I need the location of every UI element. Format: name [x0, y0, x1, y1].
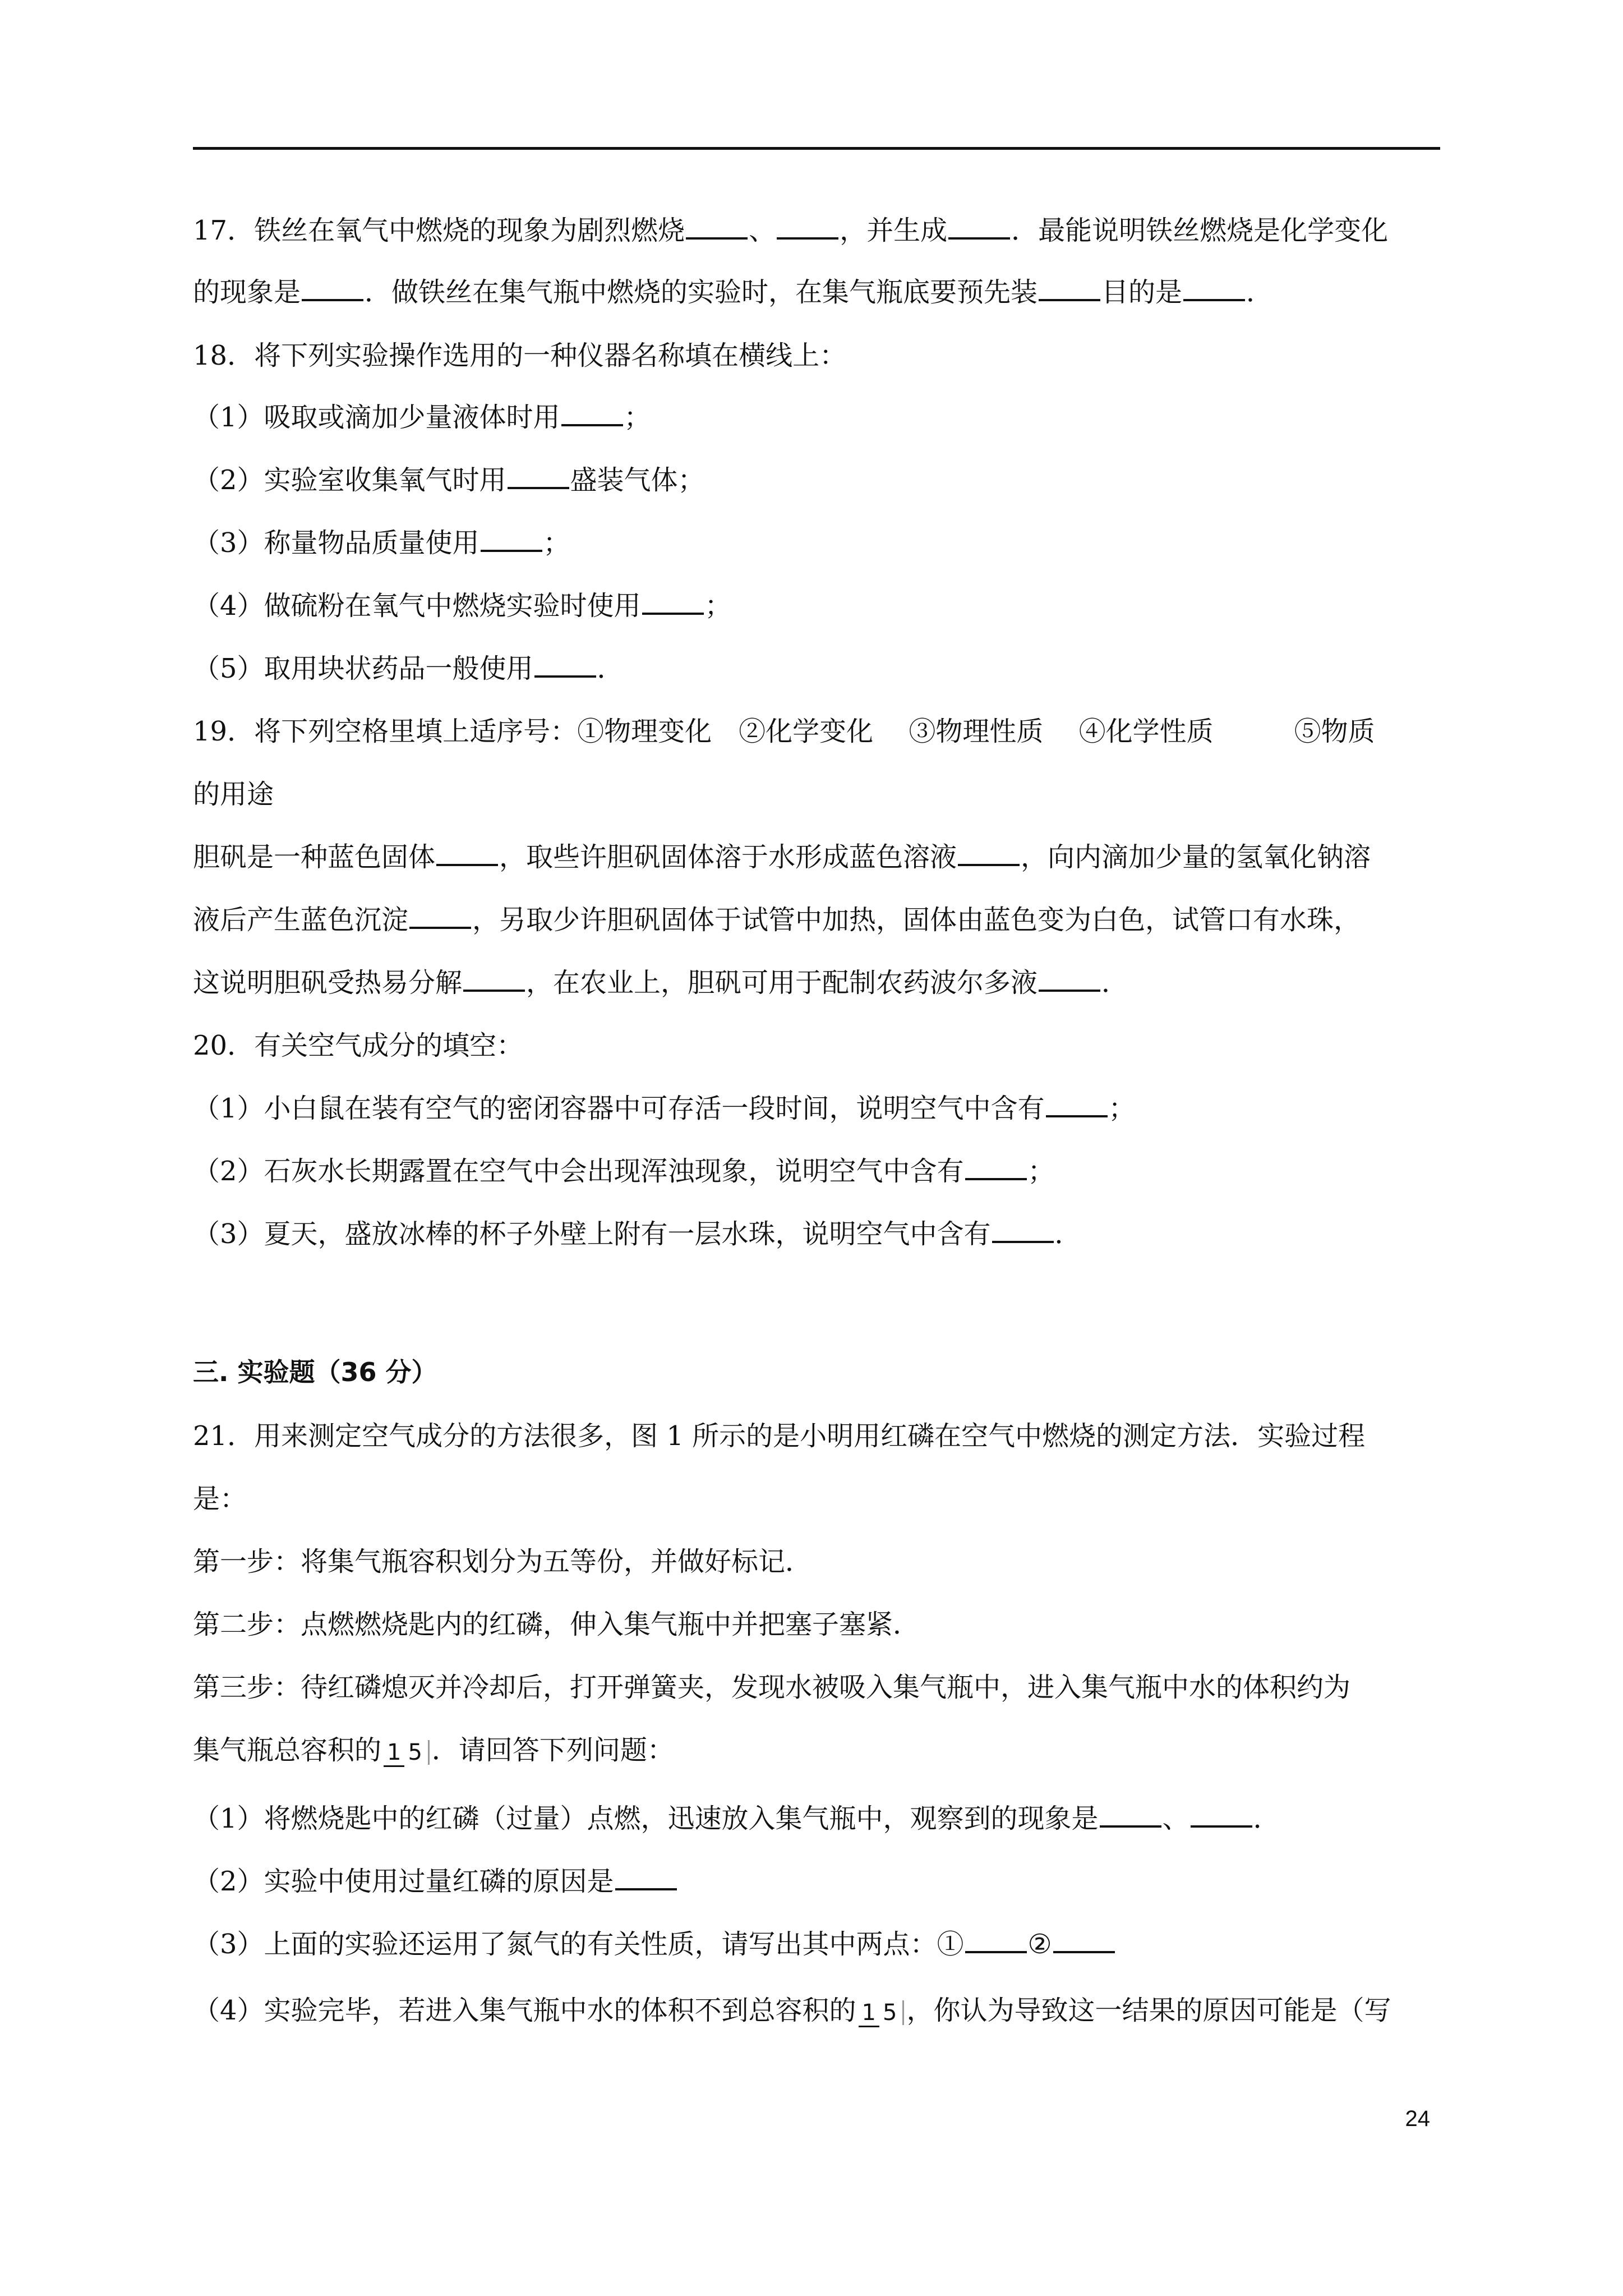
text: 的用途	[193, 779, 274, 810]
text: 目的是	[1101, 277, 1183, 308]
q21-step-3	[193, 1667, 1444, 1708]
q20-item-3	[193, 1214, 1444, 1254]
text: 第二步：点燃燃烧匙内的红磷，伸入集气瓶中并把塞子塞紧．	[193, 1609, 920, 1640]
text: ．	[1101, 967, 1129, 999]
text: ②	[1027, 1929, 1052, 1960]
q19-stem-1	[193, 711, 1444, 752]
text: 这说明胆矾受热易分解	[193, 967, 463, 999]
text: ；	[624, 402, 651, 433]
answer-blank[interactable]	[958, 838, 1020, 866]
fraction	[384, 1740, 430, 1765]
text: （1）吸取或滴加少量液体时用	[193, 402, 560, 433]
text: 第三步：待红磷熄灭并冷却后，打开弹簧夹，发现水被吸入集气瓶中，进入集气瓶中水的体积约为	[193, 1672, 1351, 1703]
answer-blank[interactable]	[1191, 1800, 1252, 1828]
q21-stem-2	[193, 1479, 1444, 1519]
answer-blank[interactable]	[965, 1925, 1027, 1953]
text: （2）石灰水长期露置在空气中会出现浑浊现象，说明空气中含有	[193, 1156, 964, 1187]
q19-para-2	[193, 900, 1444, 940]
fraction-denominator: 5	[408, 1739, 422, 1765]
fraction-denominator: 5	[883, 1999, 897, 2026]
text: （2）实验中使用过量红磷的原因是	[193, 1866, 614, 1897]
q20-stem	[193, 1025, 1444, 1066]
q21-sub-2	[193, 1861, 1444, 1902]
q18-item-3	[193, 523, 1444, 563]
text: 、	[749, 215, 776, 246]
answer-blank[interactable]	[1183, 273, 1245, 301]
text: ，在农业上，胆矾可用于配制农药波尔多液	[526, 967, 1038, 999]
answer-blank[interactable]	[409, 901, 471, 929]
q20-item-2	[193, 1151, 1444, 1191]
q18-item-1	[193, 397, 1444, 438]
answer-blank[interactable]	[508, 461, 569, 489]
text: ．	[1253, 1803, 1280, 1834]
text: 液后产生蓝色沉淀	[193, 904, 409, 936]
text: 18．将下列实验操作选用的一种仪器名称填在横线上：	[193, 340, 847, 371]
q17-line2	[193, 272, 1444, 312]
answer-blank[interactable]	[1100, 1800, 1161, 1828]
text: ，并生成	[840, 215, 948, 246]
q19-stem-2	[193, 774, 1444, 815]
answer-blank[interactable]	[436, 838, 498, 866]
q18-item-5	[193, 648, 1444, 689]
answer-blank[interactable]	[1039, 964, 1100, 992]
text: 20．有关空气成分的填空：	[193, 1030, 524, 1061]
text: ．	[1054, 1218, 1082, 1250]
q21-sub-3	[193, 1924, 1444, 1964]
text: ．最能说明铁丝燃烧是化学变化	[1011, 215, 1389, 246]
answer-blank[interactable]	[992, 1215, 1054, 1243]
text: 集气瓶总容积的	[193, 1734, 382, 1766]
fraction-numerator: 1	[859, 2000, 879, 2027]
answer-blank[interactable]	[642, 587, 704, 615]
q21-step-2	[193, 1604, 1444, 1645]
text: ．	[1246, 277, 1274, 308]
answer-blank[interactable]	[1039, 273, 1100, 301]
q17-line1	[193, 210, 1444, 251]
q21-sub-4	[193, 1990, 1444, 2031]
q21-step-3-cont	[193, 1730, 1444, 1770]
q21-sub-1	[193, 1798, 1444, 1839]
q18-item-4	[193, 586, 1444, 626]
text: （5）取用块状药品一般使用	[193, 653, 533, 684]
q20-item-1	[193, 1088, 1444, 1129]
text: ，向内滴加少量的氢氧化钠溶	[1021, 841, 1371, 873]
text: （4）实验完毕，若进入集气瓶中水的体积不到总容积的	[193, 1995, 856, 2026]
text: （1）小白鼠在装有空气的密闭容器中可存活一段时间，说明空气中含有	[193, 1093, 1045, 1124]
text: ，另取少许胆矾固体于试管中加热，固体由蓝色变为白色，试管口有水珠，	[472, 904, 1361, 936]
text: 的现象是	[193, 277, 301, 308]
q19-para-1	[193, 837, 1444, 877]
text: 三. 实验题（36 分）	[193, 1357, 437, 1387]
text: 盛装气体；	[570, 464, 705, 496]
text: 21．用来测定空气成分的方法很多，图 1 所示的是小明用红磷在空气中燃烧的测定方法．实验过程	[193, 1420, 1366, 1452]
q18-stem	[193, 335, 1444, 376]
answer-blank[interactable]	[1053, 1925, 1115, 1953]
answer-blank[interactable]	[965, 1152, 1027, 1180]
answer-blank[interactable]	[534, 650, 596, 678]
answer-blank[interactable]	[302, 273, 363, 301]
text: 第一步：将集气瓶容积划分为五等份，并做好标记．	[193, 1546, 813, 1577]
text: 胆矾是一种蓝色固体	[193, 841, 436, 873]
text: 19．将下列空格里填上适序号：①物理变化 ②化学变化 ③物理性质 ④化学性质 ⑤物质	[193, 716, 1375, 747]
text: ；	[1027, 1156, 1055, 1187]
answer-blank[interactable]	[615, 1862, 677, 1890]
text: （4）做硫粉在氧气中燃烧实验时使用	[193, 590, 641, 622]
answer-blank[interactable]	[481, 524, 542, 552]
section-title	[193, 1352, 1444, 1392]
text: （3）上面的实验还运用了氮气的有关性质，请写出其中两点：①	[193, 1929, 964, 1960]
q18-item-2	[193, 460, 1444, 500]
answer-blank[interactable]	[686, 211, 748, 240]
text: ．做铁丝在集气瓶中燃烧的实验时，在集气瓶底要预先装	[365, 277, 1038, 308]
text: （3）夏天，盛放冰棒的杯子外壁上附有一层水珠，说明空气中含有	[193, 1218, 991, 1250]
text: ；	[1108, 1093, 1136, 1124]
answer-blank[interactable]	[948, 211, 1010, 240]
text: （1）将燃烧匙中的红磷（过量）点燃，迅速放入集气瓶中，观察到的现象是	[193, 1803, 1099, 1834]
text: （2）实验室收集氧气时用	[193, 464, 506, 496]
text: ，取些许胆矾固体溶于水形成蓝色溶液	[499, 841, 957, 873]
text: ．请回答下列问题：	[431, 1734, 674, 1766]
text: （3）称量物品质量使用	[193, 527, 479, 559]
text: ；	[543, 527, 570, 559]
text: ．	[597, 653, 624, 684]
header-rule	[193, 147, 1440, 150]
page-number: 24	[1405, 2106, 1430, 2131]
fraction	[859, 2000, 905, 2025]
text: 17．铁丝在氧气中燃烧的现象为剧烈燃烧	[193, 215, 685, 246]
answer-blank[interactable]	[561, 398, 623, 426]
answer-blank[interactable]	[463, 964, 525, 992]
q21-step-1	[193, 1542, 1444, 1582]
answer-blank[interactable]	[1046, 1089, 1108, 1117]
text: 、	[1162, 1803, 1189, 1834]
text: ；	[704, 590, 732, 622]
q19-para-3	[193, 963, 1444, 1003]
text: ，你认为导致这一结果的原因可能是（写	[906, 1995, 1391, 2026]
fraction-numerator: 1	[384, 1740, 404, 1767]
q21-stem-1	[193, 1416, 1444, 1456]
answer-blank[interactable]	[777, 211, 838, 240]
text: 是：	[193, 1483, 247, 1515]
